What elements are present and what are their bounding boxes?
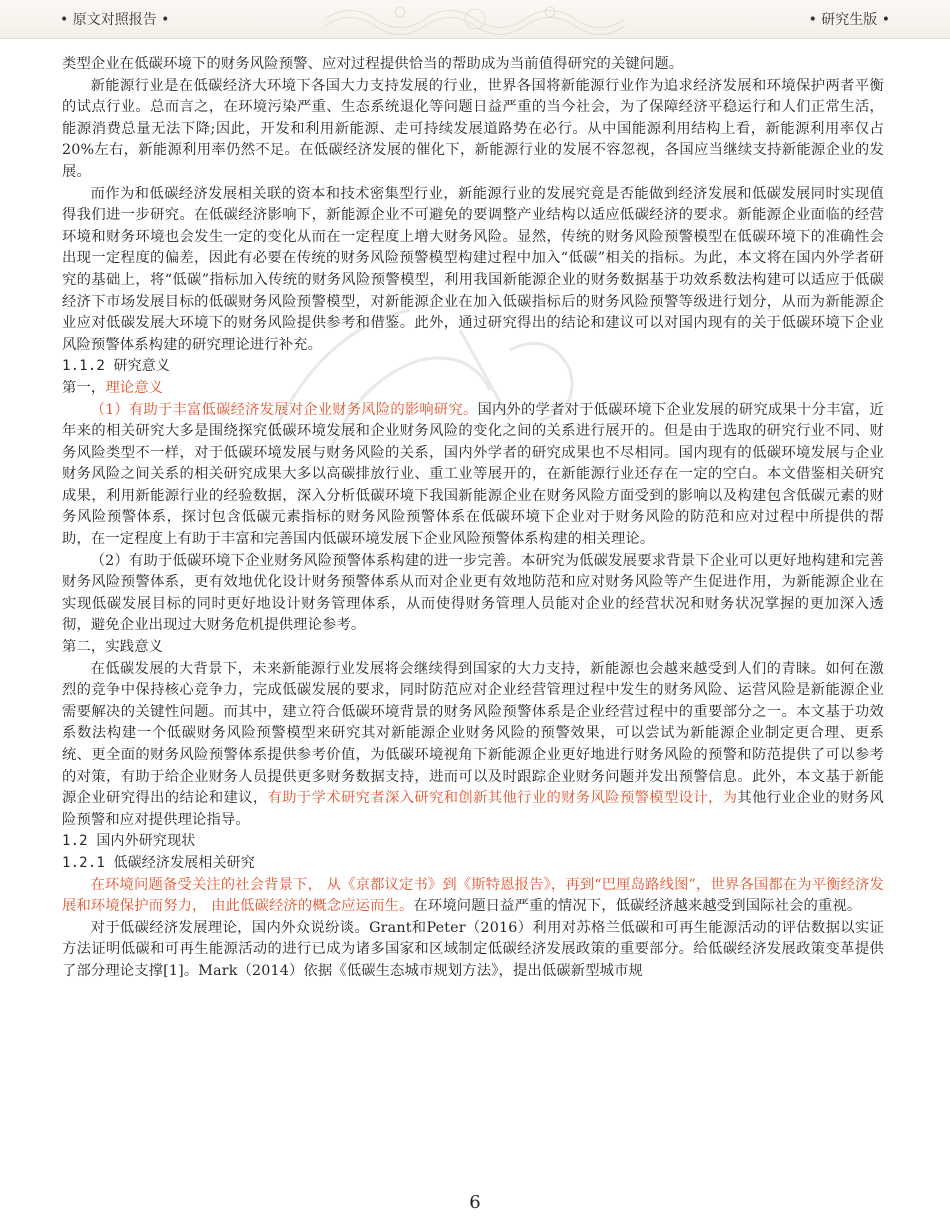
subsection-label: 第二，实践意义 xyxy=(62,639,164,656)
paragraph: 新能源行业是在低碳经济大环境下各国大力支持发展的行业，世界各国将新能源行业作为追求经济发展和环境保护两者平衡的试点行业。总而言之，在环境污染严重、生态系统退化等问题日益严重的当今社会，为了保障经济平稳运行和人们正常生活，能源消费总量无法下降;因此，开发和利用新能源、走可持续发展道路势在必行。从中国能源利用结构上看，新能源利用率仅占20%左右，新能源利用率仍然不足。在低碳经济发展的催化下，新能源行业的发展不容忽视，各国应当继续支持新能源企业的发展。 xyxy=(62,77,884,180)
paragraph-text: 在低碳发展的大背景下，未来新能源行业发展将会继续得到国家的大力支持，新能源也会越来越受到人们的青睐。如何在激烈的竞争中保持核心竞争力，完成低碳发展的要求，同时防范应对企业经营管理过程中发生的财务风险、运营风险是新能源企业需要解决的关键性问题。而其中，建立符合低碳环境背景的财务风险预警体系是企业经营过程中的重要部分之一。本文基于功效系数法构建一个低碳财务风险预警模型来研究其对新能源企业财务风险的预警效果，可以尝试为新能源企业制定更合理、更系统、更全面的财务风险预警体系提供参考价值，为低碳环境视角下新能源企业更好地进行财务风险的预警和防范提供了可以参考的对策，有助于给企业财务人员提供更多财务数据支持，进而可以及时跟踪企业财务问题并发出预警信息。此外，本文基于新能源企业研究得出的结论和建议， xyxy=(62,660,884,807)
highlighted-text: 在环境问题备受关注的社会背景下， 从《京都议定书》到《斯特恩报告》，再到“巴厘岛路线图”，世界各国都在为平衡经济发展和环境保护而努力， 由此低碳经济的概念应运而生。 xyxy=(62,876,884,915)
highlighted-text: 有助于学术研究者深入研究和创新其他行业的财务风险预警模型设计，为 xyxy=(267,790,738,807)
section-heading: 1.1.2 研究意义 xyxy=(62,358,171,375)
paragraph xyxy=(62,400,884,551)
paragraph-text: 国内外的学者对于低碳环境下企业发展的研究成果十分丰富，近年来的相关研究大多是围绕探究低碳环境发展和企业财务风险的变化之间的关系进行展开的。但是由于选取的研究行业不同、财务风险类型不一样，对于低碳环境发展与财务风险的关系，国内外学者的研究成果也不尽相同。国内现有的低碳环境发展与企业财务风险之间关系的相关研究成果大多以高碳排放行业、重工业等展开的，在新能源行业还存在一定的空白。本文借鉴相关研究成果，利用新能源行业的经验数据，深入分析低碳环境下我国新能源企业在财务风险方面受到的影响以及构建包含低碳元素的财务风险预警体系，探讨包含低碳元素指标的财务风险预警体系在低碳环境下企业对于财务风险的防范和应对过程中所提供的帮助，在一定程度上有助于丰富和完善国内低碳环境发展下企业风险预警体系构建的相关理论。 xyxy=(62,401,884,548)
paragraph-text: 在环境问题日益严重的情况下，低碳经济越来越受到国际社会的重视。 xyxy=(413,898,862,915)
section-heading: 1.2 国内外研究现状 xyxy=(62,833,196,850)
edition-label: • 研究生版 • xyxy=(808,12,890,28)
paragraph xyxy=(62,875,884,918)
page-number: 6 xyxy=(469,1192,481,1213)
paragraph xyxy=(62,659,884,832)
paragraph: （2）有助于低碳环境下企业财务风险预警体系构建的进一步完善。本研究为低碳发展要求背景下企业可以更好地构建和完善财务风险预警体系，更有效地优化设计财务预警体系从而对企业更有效地防范和应对财务风险等产生促进作用，为新能源企业在实现低碳发展目标的同时更好地设计财务管理体系，从而使得财务管理人员能对企业的经营状况和财务状况掌握的更加深入透彻，避免企业出现过大财务危机提供理论参考。 xyxy=(62,552,884,634)
paragraph-text: 其他行业企业的财务风险预警和应对提供理论指导。 xyxy=(62,790,884,828)
subsection-label xyxy=(62,378,884,400)
report-type-label: • 原文对照报告 • xyxy=(60,12,170,28)
first-label: 第一， xyxy=(62,379,106,396)
highlighted-text: 理论意义 xyxy=(105,379,164,396)
page-header-band xyxy=(0,0,950,39)
highlighted-text: （1）有助于丰富低碳经济发展对企业财务风险的影响研究。 xyxy=(90,401,478,418)
paragraph: 对于低碳经济发展理论，国内外众说纷谈。Grant和Peter（2016）利用对苏格兰低碳和可再生能源活动的评估数据以实证方法证明低碳和可再生能源活动的进行已成为诸多国家和区域制定低碳经济发展政策的重要部分。给低碳经济发展政策变革提供了部分理论支撑[1]。Mark（2014）依据《低碳生态城市规划方法》，提出低碳新型城市规 xyxy=(62,919,884,979)
paragraph: 类型企业在低碳环境下的财务风险预警、应对过程提供恰当的帮助成为当前值得研究的关键问题。 xyxy=(62,56,684,72)
decorative-pattern-icon xyxy=(325,0,625,38)
document-body xyxy=(62,54,884,983)
paragraph: 而作为和低碳经济发展相关联的资本和技术密集型行业，新能源行业的发展究竟是否能做到经济发展和低碳发展同时实现值得我们进一步研究。在低碳经济影响下，新能源企业不可避免的要调整产业结构以适应低碳经济的要求。新能源企业面临的经营环境和财务环境也会发生一定的变化从而在一定程度上增大财务风险。显然，传统的财务风险预警模型在低碳环境下的准确性会出现一定程度的偏差，因此有必要在传统的财务风险预警模型构建过程中加入“低碳”相关的指标。为此，本文将在国内外学者研究的基础上，将“低碳”指标加入传统的财务风险预警模型，利用我国新能源企业的财务数据基于功效系数法构建可以适应于低碳经济下市场发展目标的低碳财务风险预警模型，对新能源企业在加入低碳指标后的财务风险预警等级进行划分，从而为新能源企业应对低碳发展大环境下的财务风险提供参考和借鉴。此外，通过研究得出的结论和建议可以对国内现有的关于低碳环境下企业风险预警体系构建的研究理论进行补充。 xyxy=(62,185,884,353)
section-heading: 1.2.1 低碳经济发展相关研究 xyxy=(62,854,255,871)
